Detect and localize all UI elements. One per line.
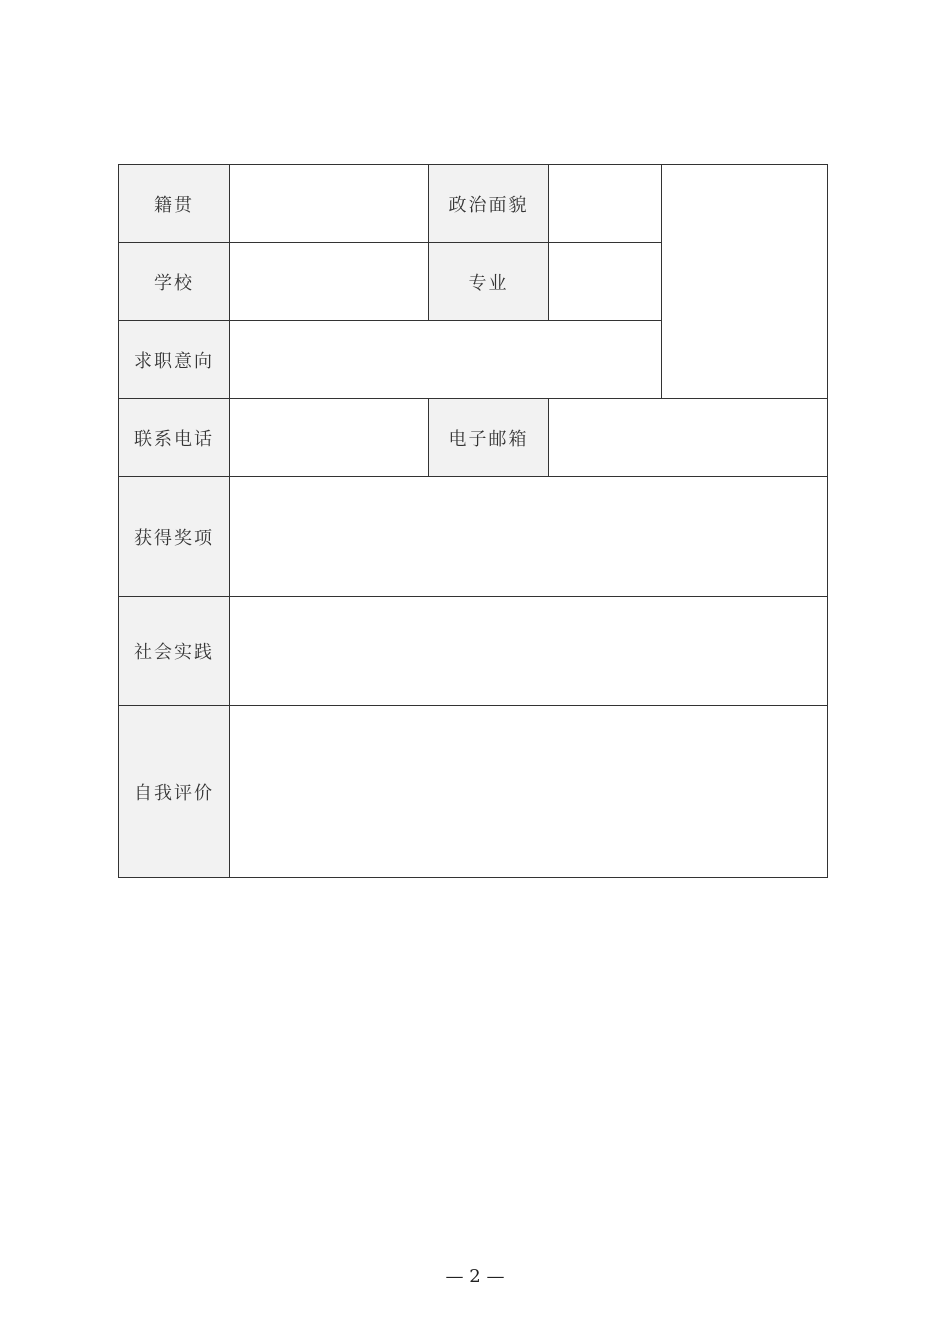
- major-field[interactable]: [549, 243, 662, 321]
- awards-field[interactable]: [230, 477, 828, 597]
- school-label: 学校: [119, 243, 230, 321]
- page-number: — 2 —: [445, 1266, 505, 1287]
- school-field[interactable]: [230, 243, 429, 321]
- native-place-field[interactable]: [230, 165, 429, 243]
- self-evaluation-field[interactable]: [230, 706, 828, 878]
- resume-form-table: [118, 164, 828, 878]
- self-evaluation-label: 自我评价: [119, 706, 230, 878]
- major-label: 专业: [429, 243, 549, 321]
- political-status-field[interactable]: [549, 165, 662, 243]
- social-practice-field[interactable]: [230, 597, 828, 706]
- email-label: 电子邮箱: [429, 399, 549, 477]
- awards-label: 获得奖项: [119, 477, 230, 597]
- phone-label: 联系电话: [119, 399, 230, 477]
- email-field[interactable]: [549, 399, 828, 477]
- job-intention-label: 求职意向: [119, 321, 230, 399]
- job-intention-field[interactable]: [230, 321, 662, 399]
- political-status-label: 政治面貌: [429, 165, 549, 243]
- native-place-label: 籍贯: [119, 165, 230, 243]
- social-practice-label: 社会实践: [119, 597, 230, 706]
- phone-field[interactable]: [230, 399, 429, 477]
- photo-area[interactable]: [662, 165, 828, 399]
